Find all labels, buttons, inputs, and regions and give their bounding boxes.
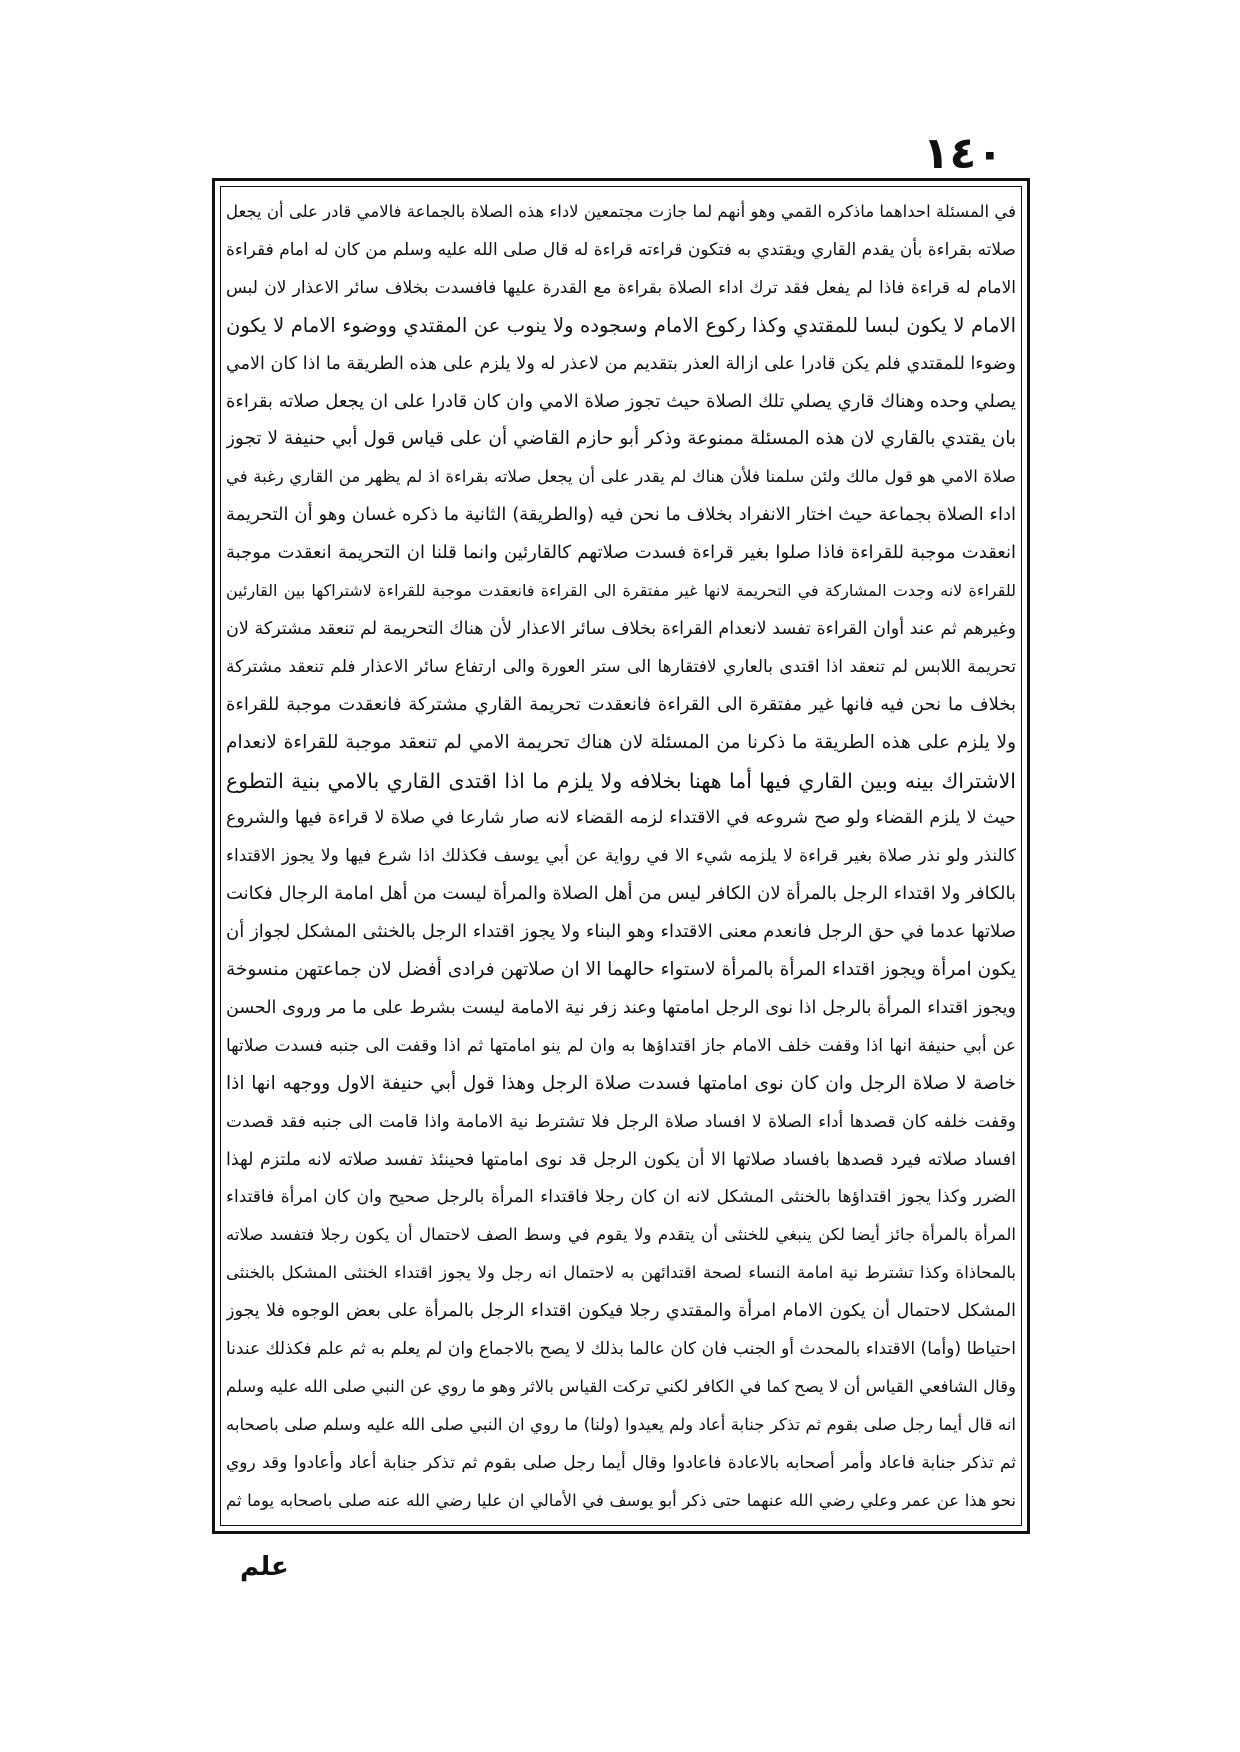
text-line: للقراءة لانه وجدت المشاركة في التحريمة لانها غير مفتقرة الى القراءة فانعقدت موجبة للقراءة لاشتراكها بين القارئين (226, 581, 1016, 600)
text-line: عن أبي حنيفة انها اذا وقفت خلف الامام جاز اقتداؤها به وان لم ينو امامتها ثم اذا وقفت الى جنبه فسدت صلاتها (226, 1035, 1016, 1056)
text-line: انه قال أيما رجل صلى بقوم ثم تذكر جنابة أعاد ولم يعيدوا (ولنا) ما روي ان النبي صلى الله عليه وسلم صلى باصحابه (226, 1414, 1016, 1434)
catchword: علم (240, 1552, 289, 1582)
text-line: في المسئلة احداهما ماذكره القمي وهو أنهم لما جازت مجتمعين لاداء هذه الصلاة بالجماعة فالامي قادر على أن يجعل (226, 202, 1016, 221)
text-line: انعقدت موجبة للقراءة فاذا صلوا بغير قراءة فسدت صلاتهم كالقارئين وانما قلنا ان التحريمة انعقدت موجبة (226, 542, 1016, 564)
text-line: احتياطا (وأما) الاقتداء بالمحدث أو الجنب فان كان عالما بذلك لا يصح بالاجماع وان لم يعلم به ثم علم فكذلك عندنا (226, 1339, 1016, 1359)
text-line: وضوءا للمقتدي فلم يكن قادرا على ازالة العذر بتقديم من لاعذر له ولا يلزم على هذه الطريقة ما اذا كان الامي (226, 353, 1016, 374)
text-line: صلاتها عدما في حق الرجل فانعدم معنى الاقتداء وهو البناء ولا يجوز اقتداء الرجل بالخنثى المشكل لجواز أن (226, 921, 1016, 943)
text-line: ثم تذكر جنابة فاعاد وأمر أصحابه بالاعادة فاعادوا وقال أيما رجل صلى بقوم ثم تذكر جنابة أعاد وأعادوا وقد روي (226, 1452, 1016, 1473)
text-line: افساد صلاته فيرد قصدها بافساد صلاتها الا أن يكون الرجل قد نوى امامتها فحينئذ تفسد صلاته لانه ملتزم لهذا (226, 1149, 1016, 1170)
text-line: خاصة لا صلاة الرجل وان كان نوى امامتها فسدت صلاة الرجل وهذا قول أبي حنيفة الاول ووجهه انها اذا (226, 1072, 1016, 1094)
text-line: بالمحاذاة وكذا تشترط نية امامة النساء لصحة اقتدائهن به لاحتمال انه رجل ولا يجوز اقتداء الخنثى المشكل بالخنثى (226, 1263, 1016, 1283)
text-line: صلاته بقراءة بأن يقدم القاري ويقتدي به فتكون قراءته قراءة له قال صلى الله عليه وسلم من كان له امام فقراءة (226, 239, 1016, 260)
text-line: يصلي وحده وهناك قاري يصلي تلك الصلاة حيث تجوز صلاة الامي وان كان قادرا على ان يجعل صلاته بقراءة (226, 390, 1016, 412)
text-line: وقال الشافعي القياس أن لا يصح كما في الكافر لكني تركت القياس بالاثر وهو ما روي عن النبي صلى الله عليه وسلم (226, 1376, 1016, 1396)
text-line: ولا يلزم على هذه الطريقة ما ذكرنا من المسئلة لان هناك تحريمة الامي لم تنعقد موجبة للقراءة لانعدام (226, 731, 1016, 753)
text-line: كالنذر ولو نذر صلاة بغير قراءة لا يلزمه شيء الا في رواية عن أبي يوسف فكذلك اذا شرع فيها ولا يجوز الاقتداء (226, 846, 1016, 867)
text-line: اداء الصلاة بجماعة حيث اختار الانفراد بخلاف ما نحن فيه (والطريقة) الثانية ما ذكره غسان وهو أن التحريمة (226, 504, 1016, 526)
page-number: ١٤٠ (922, 128, 1004, 179)
text-line: تحريمة اللابس لم تنعقد اذا اقتدى بالعاري لافتقارها الى ستر العورة والى ارتفاع سائر الاعذار فلم تنعقد مشتركة (226, 656, 1016, 677)
text-line: الضرر وكذا يجوز اقتداؤها بالخنثى المشكل لانه ان كان رجلا فاقتداء المرأة بالرجل صحيح وان كان امرأة فاقتداء (226, 1187, 1016, 1208)
text-line: المرأة بالمرأة جائز أيضا لكن ينبغي للخنثى أن يتقدم ولا يقوم في وسط الصف لاحتمال أن يكون رجلا فتفسد صلاته (226, 1225, 1016, 1245)
text-block (226, 192, 1016, 1520)
text-line: بالكافر ولا اقتداء الرجل بالمرأة لان الكافر ليس من أهل الصلاة والمرأة ليست من أهل امامة الرجال فكانت (226, 883, 1016, 905)
text-line: نحو هذا عن عمر وعلي رضي الله عنهما حتى ذكر أبو يوسف في الأمالي ان عليا رضي الله عنه صلى باصحابه يوما ثم (226, 1490, 1016, 1510)
text-line: وغيرهم ثم عند أوان القراءة تفسد لانعدام القراءة بخلاف سائر الاعذار لأن هناك التحريمة لم تنعقد مشتركة لان (226, 618, 1016, 639)
text-line: حيث لا يلزم القضاء ولو صح شروعه في الاقتداء لزمه القضاء لانه صار شارعا في صلاة لا قراءة فيها والشروع (226, 808, 1016, 829)
text-line: ويجوز اقتداء المرأة بالرجل اذا نوى الرجل امامتها وعند زفر نية الامامة ليست بشرط على ما مر وروى الحسن (226, 997, 1016, 1018)
text-line: الامام له قراءة فاذا لم يفعل فقد ترك اداء الصلاة بقراءة مع القدرة عليها فافسدت بخلاف سائر الاعذار لان لبس (226, 277, 1016, 298)
text-line: بان يقتدي بالقاري لان هذه المسئلة ممنوعة وذكر أبو حازم القاضي أن على قياس قول أبي حنيفة لا تجوز (226, 428, 1016, 450)
text-line: وقفت خلفه كان قصدها أداء الصلاة لا افساد صلاة الرجل فلا تشترط نية الامامة واذا قامت الى جنبه فقد قصدت (226, 1111, 1016, 1132)
text-line: بخلاف ما نحن فيه فانها غير مفتقرة الى القراءة فانعقدت تحريمة القاري مشتركة فانعقدت موجبة للقراءة (226, 693, 1016, 715)
text-line: يكون امرأة ويجوز اقتداء المرأة بالمرأة لاستواء حالهما الا ان صلاتهن فرادى أفضل لان جماعتهن منسوخة (226, 959, 1016, 980)
text-line: المشكل لاحتمال أن يكون الامام امرأة والمقتدي رجلا فيكون اقتداء الرجل بالمرأة على بعض الوجوه فلا يجوز (226, 1301, 1016, 1322)
text-line: الاشتراك بينه وبين القاري فيها أما ههنا بخلافه ولا يلزم ما اذا اقتدى القاري بالامي بنية التطوع (226, 768, 1016, 793)
text-line: الامام لا يكون لبسا للمقتدي وكذا ركوع الامام وسجوده ولا ينوب عن المقتدي ووضوء الامام لا يكون (226, 313, 1016, 337)
text-line: صلاة الامي هو قول مالك ولئن سلمنا فلأن هناك لم يقدر على أن يجعل صلاته بقراءة اذ لم يظهر من القاري رغبة في (226, 467, 1016, 487)
